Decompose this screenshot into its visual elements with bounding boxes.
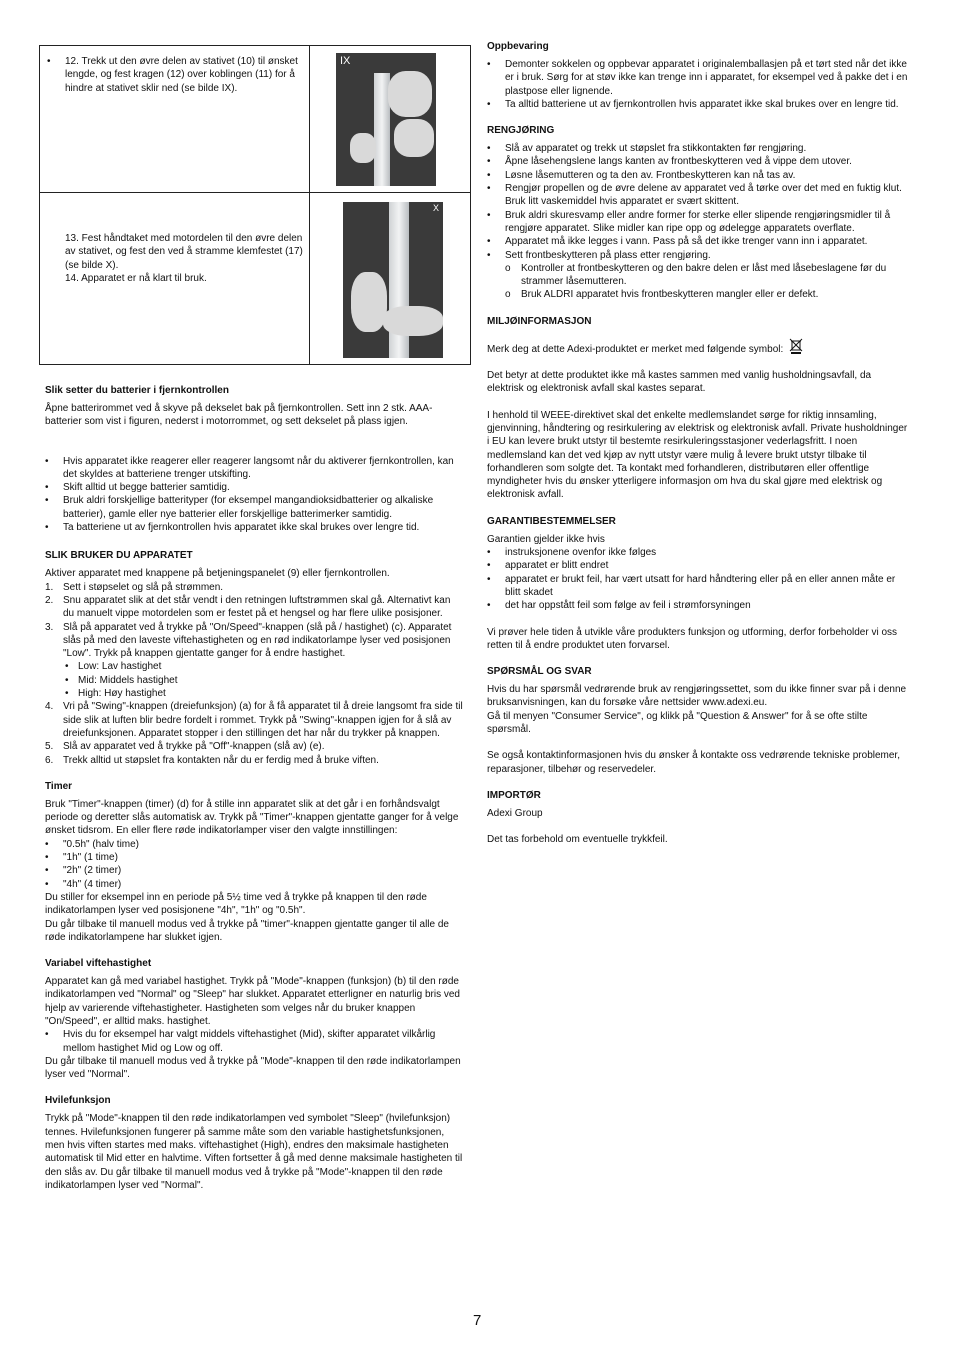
variable-list	[45, 1028, 463, 1055]
environment-p2: Det betyr at dette produktet ikke må kastes sammen med vanlig husholdningsavfall, da elektrisk og elektronisk avfall skal kastes separat.	[487, 370, 872, 395]
batteries-heading: Slik setter du batterier i fjernkontrollen	[45, 385, 229, 396]
step-12-text	[47, 55, 305, 95]
warranty-intro: Garantien gjelder ikke hvis	[487, 533, 605, 545]
warranty-heading: GARANTIBESTEMMELSER	[487, 515, 616, 527]
cleaning-heading: RENGJØRING	[487, 125, 555, 137]
environment-heading: MILJØINFORMASJON	[487, 315, 592, 327]
qa-p2: Se også kontaktinformasjonen hvis du ønsker å kontakte oss vedrørende tekniske problemer, reparasjoner, tilbehør og reservedeler.	[487, 750, 900, 775]
batteries-list	[45, 455, 463, 535]
qa-p1a: Hvis du har spørsmål vedrørende bruk av rengjøringssettet, som du ikke finner svar på i denne bruksanvisningen, kan du forsøke våre nettsider www.adexi.eu.	[487, 684, 907, 709]
sleep-text: Trykk på "Mode"-knappen til den røde indikatorlampen ved symbolet "Sleep" (hvilefunksjon) tennes. Hvilefunksjonen fungerer på samme måte som den variable hastighetsfunksjonen, men hvis viften startes med maks. viftehastighet (High), endres den maksimale hastigheten automatisk til Mid etter en halvtime. Viften fortsetter å gå med denne maksimale hastigheten til den slås av. Du går tilbake til manuell modus ved å trykke på "Mode"-knappen til den røde indikatorlampen lyser ved "Normal".	[45, 1113, 463, 1191]
usage-steps	[45, 581, 463, 767]
storage-list	[487, 58, 909, 111]
list-item: • Løsne låsemutteren og ta den av. Frontbeskytteren kan nå tas av.	[487, 169, 909, 182]
right-column	[487, 40, 909, 859]
timer-intro: Bruk "Timer"-knappen (timer) (d) for å stille inn apparatet slik at det går i en forhåndsvalgt periode og deretter slås automatisk av. Trykk på "Timer"-knappen gjentatte ganger for å velge ønsket tidsrom. En eller flere røde indikatorlamper viser den valgte innstillingen:	[45, 798, 459, 837]
list-item: • Apparatet må ikke legges i vann. Pass på så det ikke trenger vann inn i apparatet.	[487, 235, 909, 248]
list-item: 6. Trekk alltid ut støpslet fra kontakten når du er ferdig med å bruke viften.	[45, 754, 379, 766]
list-item: 4. Vri på "Swing"-knappen (dreiefunksjon) (a) for å få apparatet til å dreie langsomt fra side til side slik at luften blir bedre fordelt i rommet. Trykk på "Swing"-knappen igjen for å slå av dreiefunksjonen. Apparatet stopper i den stillingen det har når du trykker på knappen.	[45, 701, 463, 739]
list-item: • "4h" (4 timer)	[45, 878, 463, 891]
usage-intro: Aktiver apparatet med knappene på betjeningspanelet (9) eller fjernkontrollen.	[45, 568, 390, 580]
list-item: • det har oppstått feil som følge av feil i strømforsyningen	[487, 599, 909, 612]
qa-p1b: Gå til menyen "Consumer Service", og klikk på "Question & Answer" for å se ofte stilte spørsmål.	[487, 710, 868, 735]
step-12: 12. Trekk ut den øvre delen av stativet (10) til ønsket lengde, og fest kragen (12) over koblingen (11) for å hindre at stativet sklir ned (se bilde IX).	[65, 56, 298, 94]
instruction-figure-table	[39, 45, 471, 365]
photo-x-label: X	[433, 203, 440, 213]
warranty-outro: Vi prøver hele tiden å utvikle våre produkters funksjon og utforming, derfor forbeholder vi oss retten til å endre produktet uten forvarsel.	[487, 626, 898, 651]
misprint-note: Det tas forbehold om eventuelle trykkfeil.	[487, 834, 668, 846]
list-item: • Bruk aldri skuresvamp eller andre former for sterke eller slipende rengjøringsmidler til å rengjøre apparatet. Slike midler kan ripe opp og ødelegge apparatets overflate.	[487, 209, 909, 236]
usage-heading: SLIK BRUKER DU APPARATET	[45, 550, 193, 562]
weee-bin-icon	[789, 338, 803, 354]
list-item: • Demonter sokkelen og oppbevar apparatet i originalemballasjen på et tørt sted når det ikke er i bruk. Sørg for at støv ikke kan trenge inn i apparatet, for eksempel ved å pakke det i en plastpose eller lignende.	[487, 58, 909, 98]
speed-list	[63, 660, 463, 700]
list-item: 3. Slå på apparatet ved å trykke på "On/Speed"-knappen (slå på / hastighet) (c). Apparatet slås på med den laveste viftehastigheten og en rød indikatorlampe lyser ved posisjonen "Low". Trykk på knappen gjentatte ganger for å endre hastighet. • Low: Lav hastighet • Mid: Middels hastighet • High: Høy hastighet	[45, 621, 463, 701]
list-item: • Slå av apparatet og trekk ut støpslet fra stikkontakten før rengjøring.	[487, 142, 909, 155]
step-13: 13. Fest håndtaket med motordelen til den øvre delen av stativet, og fest den ved å stramme klemfestet (17) (se bilde X).	[65, 233, 303, 271]
timer-heading: Timer	[45, 780, 73, 792]
table-divider-vertical	[309, 46, 310, 364]
list-item: • Ta alltid batteriene ut av fjernkontrollen hvis apparatet ikke skal brukes over en lengre tid.	[487, 98, 909, 111]
batteries-intro: Åpne batterirommet ved å skyve på dekselet bak på fjernkontrollen. Sett inn 2 stk. AAA-batterier som vist i figuren, nederst i motorrommet, og sett dekselet på plass igjen.	[45, 403, 433, 428]
list-item: • instruksjonene ovenfor ikke følges	[487, 546, 909, 559]
step-14: 14. Apparatet er nå klart til bruk.	[65, 272, 207, 284]
qa-heading: SPØRSMÅL OG SVAR	[487, 666, 592, 678]
importer-heading: IMPORTØR	[487, 789, 541, 801]
list-item: • apparatet er blitt endret	[487, 559, 909, 572]
sleep-heading: Hvilefunksjon	[45, 1095, 111, 1107]
list-item: • Sett frontbeskytteren på plass etter rengjøring. o Kontroller at frontbeskytteren og den bakre delen er låst med låsebeslagene før du strammer låsemutteren. o Bruk ALDRI apparatet hvis frontbeskytteren mangler eller er defekt.	[487, 249, 909, 302]
list-item: 5. Slå av apparatet ved å trykke på "Off"-knappen (slå av) (e).	[45, 741, 325, 753]
variable-outro: Du går tilbake til manuell modus ved å trykke på "Mode"-knappen til den røde indikatorlampen lyser ved "Normal".	[45, 1055, 461, 1081]
table-divider-horizontal	[40, 192, 470, 193]
list-item: • Bruk aldri forskjellige batterityper (for eksempel mangandioksidbatterier og alkaliske batterier), gamle eller nye batterier eller forskjellige batterimerker samtidig.	[45, 494, 463, 521]
timer-example: Du stiller for eksempel inn en periode på 5½ time ved å trykke på knappen til den røde indikatorlampen lyser ved posisjonene "4h", "1h" og "0.5h".	[45, 891, 427, 917]
storage-heading: Oppbevaring	[487, 41, 549, 52]
cleaning-list	[487, 142, 909, 302]
warranty-list	[487, 546, 909, 612]
list-item: • apparatet er brukt feil, har vært utsatt for hard håndtering eller på en eller annen måte er blitt skadet	[487, 573, 909, 600]
photo-ix	[336, 53, 436, 186]
timer-reset: Du går tilbake til manuell modus ved å trykke på "timer"-knappen gjentatte ganger til alle de røde indikatorlampene har slukket igjen.	[45, 918, 449, 943]
list-item: • "2h" (2 timer)	[45, 864, 463, 877]
variable-heading: Variabel viftehastighet	[45, 958, 152, 970]
timer-options	[45, 838, 463, 891]
list-item: • Hvis du for eksempel har valgt middels viftehastighet (Mid), skifter apparatet vilkårlig mellom hastighet Mid og Low og off.	[45, 1028, 463, 1055]
list-item: • Low: Lav hastighet	[63, 660, 463, 673]
list-item: • Åpne låsehengslene langs kanten av frontbeskytteren ved å vippe dem utover.	[487, 155, 909, 168]
list-item: • Rengjør propellen og de øvre delene av apparatet ved å tørke over det med en fuktig klut. Bruk litt vaskemiddel hvis apparatet er svært skittent.	[487, 182, 909, 209]
list-item: • "1h" (1 time)	[45, 851, 463, 864]
list-item: • Skift alltid ut begge batterier samtidig.	[45, 481, 463, 494]
environment-symbol-text: Merk deg at dette Adexi-produktet er merket med følgende symbol:	[487, 338, 909, 356]
cleaning-sublist	[505, 262, 909, 302]
list-item: o Bruk ALDRI apparatet hvis frontbeskytteren mangler eller er defekt.	[505, 288, 909, 301]
environment-p3: I henhold til WEEE-direktivet skal det enkelte medlemslandet sørge for riktig innsamling, gjenvinning, håndtering og resirkulering av elektrisk og elektronisk avfall. Private husholdninger i EU kan levere brukt utstyr til bestemte resirkuleringsstasjoner vederlagsfritt. I noen medlemsland kan det ved kjøp av nytt utstyr være mulig å levere brukt utstyr tilbake til forhandleren som solgte det. Ta kontakt med forhandleren, distributøren eller offentlige myndigheter hvis du ønsker ytterligere informasjon om hva du skal gjøre med elektrisk og elektronisk avfall.	[487, 409, 908, 501]
page-number: 7	[473, 1312, 482, 1329]
photo-ix-label: IX	[340, 55, 351, 67]
left-column	[45, 384, 463, 1205]
photo-x	[343, 202, 443, 358]
list-item: • "0.5h" (halv time)	[45, 838, 463, 851]
list-item: • Hvis apparatet ikke reagerer eller reagerer langsomt når du aktiverer fjernkontrollen, kan det skyldes at batteriene trenger utskifting.	[45, 455, 463, 482]
variable-intro: Apparatet kan gå med variabel hastighet. Trykk på "Mode"-knappen (funksjon) (b) til den røde indikatorlampen ved "Normal" og "Sleep" har slukket. Apparatet etterligner en naturlig bris ved hjelp av varierende viftehastigheter. Hastigheten som velges når du bruker knappen "On/Speed", er alltid maks. hastighet.	[45, 976, 460, 1027]
list-item: 2. Snu apparatet slik at det står vendt i den retningen luftstrømmen skal gå. Alternativt kan du manuelt vippe motordelen som er festet på et hengsel og har flere ulike posisjoner.	[45, 594, 451, 620]
list-item: • Mid: Middels hastighet	[63, 674, 463, 687]
list-item: • High: Høy hastighet	[63, 687, 463, 700]
list-item: 1. Sett i støpselet og slå på strømmen.	[45, 581, 224, 593]
list-item: • Ta batteriene ut av fjernkontrollen hvis apparatet ikke skal brukes over lengre tid.	[45, 521, 463, 534]
list-item: o Kontroller at frontbeskytteren og den bakre delen er låst med låsebeslagene før du strammer låsemutteren.	[505, 262, 909, 289]
importer-name: Adexi Group	[487, 807, 543, 819]
step-13-14-text	[47, 232, 305, 285]
